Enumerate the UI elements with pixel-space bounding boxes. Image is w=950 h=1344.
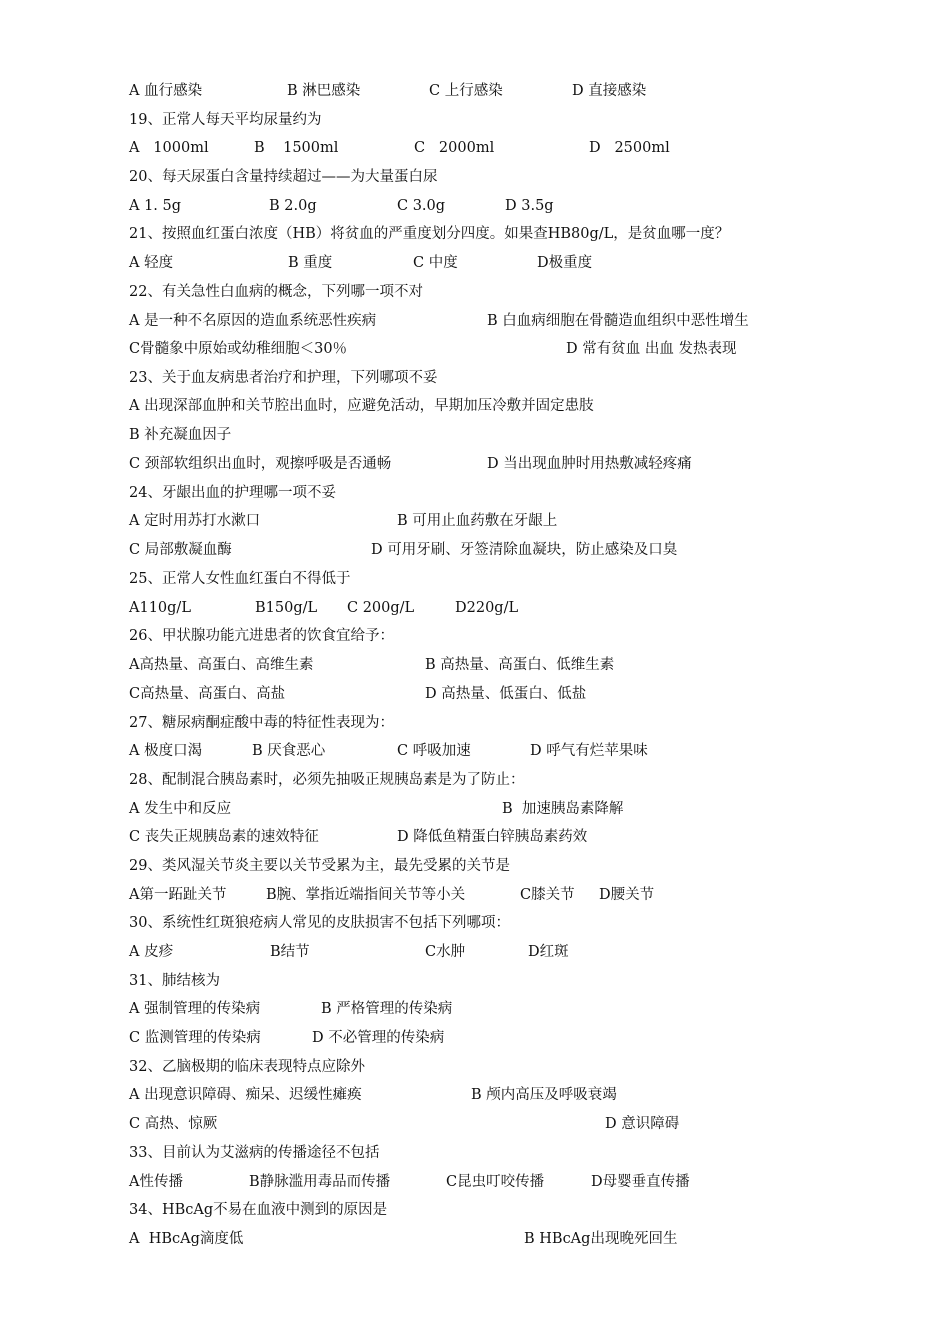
option-text: B 高热量、高蛋白、低维生素	[425, 657, 615, 673]
option-text: A 1000ml	[129, 140, 209, 156]
option-text: B 白血病细胞在骨髓造血组织中恶性增生	[487, 313, 749, 329]
option-text: C 2000ml	[414, 140, 495, 156]
option-text: A 是一种不名原因的造血系统恶性疾病	[129, 313, 377, 329]
option-text: C 颈部软组织出血时，观擦呼吸是否通畅	[129, 456, 392, 472]
option-text: D 当出现血肿时用热敷减轻疼痛	[487, 456, 692, 472]
question-line: 21、按照血红蛋白浓度（HB）将贫血的严重度划分四度。如果查HB80g/L，是贫血哪一度？	[129, 226, 730, 242]
option-text: D 可用牙刷、牙签清除血凝块，防止感染及口臭	[371, 542, 678, 558]
question-line: 27、糖尿病酮症酸中毒的特征性表现为：	[129, 715, 394, 731]
question-line: 28、配制混合胰岛素时，必须先抽吸正规胰岛素是为了防止：	[129, 772, 525, 788]
question-line: 30、系统性红斑狼疮病人常见的皮肤损害不包括下列哪项：	[129, 915, 510, 931]
option-text: A 轻度	[129, 255, 174, 271]
option-text: A高热量、高蛋白、高维生素	[129, 657, 314, 673]
option-text: D红斑	[528, 944, 569, 960]
option-text: C 丧失正规胰岛素的速效特征	[129, 829, 319, 845]
option-text: D 3.5g	[505, 198, 554, 214]
option-text: C膝关节	[520, 887, 575, 903]
option-text: B 厌食恶心	[252, 743, 326, 759]
option-text: D 常有贫血 出血 发热表现	[566, 341, 737, 357]
option-text: B 1500ml	[254, 140, 339, 156]
question-line: 31、肺结核为	[129, 973, 220, 989]
option-text: A 皮疹	[129, 944, 174, 960]
option-text: A 出现意识障碍、痴呆、迟缓性瘫痪	[129, 1087, 362, 1103]
option-text: C 监测管理的传染病	[129, 1030, 261, 1046]
question-line: 26、甲状腺功能亢进患者的饮食宜给予：	[129, 628, 394, 644]
option-text: B 2.0g	[269, 198, 317, 214]
option-text: D 降低鱼精蛋白锌胰岛素药效	[397, 829, 588, 845]
option-text: D腰关节	[599, 887, 655, 903]
option-text: A 极度口渴	[129, 743, 203, 759]
option-text: C骨髓象中原始或幼稚细胞＜30％	[129, 341, 348, 357]
option-text: B 补充凝血因子	[129, 427, 232, 443]
option-text: B 可用止血药敷在牙龈上	[397, 513, 558, 529]
option-text: D220g/L	[455, 600, 519, 616]
option-text: B结节	[270, 944, 310, 960]
option-text: C 局部敷凝血酶	[129, 542, 232, 558]
option-text: D 不必管理的传染病	[312, 1030, 445, 1046]
option-text: A110g/L	[129, 600, 191, 616]
option-text: C 200g/L	[347, 600, 415, 616]
option-text: D母婴垂直传播	[591, 1174, 690, 1190]
option-text: C 高热、惊厥	[129, 1116, 218, 1132]
option-text: B HBcAg出现晚死回生	[524, 1231, 678, 1247]
option-text: A 血行感染	[129, 83, 203, 99]
option-text: D极重度	[537, 255, 593, 271]
question-line: 29、类风湿关节炎主要以关节受累为主，最先受累的关节是	[129, 858, 510, 874]
option-text: A 1. 5g	[129, 198, 182, 214]
option-text: A第一跖趾关节	[129, 887, 227, 903]
option-text: A HBcAg滴度低	[129, 1231, 244, 1247]
option-text: D 直接感染	[572, 83, 647, 99]
option-text: A 定时用苏打水漱口	[129, 513, 261, 529]
option-text: C水肿	[425, 944, 466, 960]
option-text: D 呼气有烂苹果味	[530, 743, 648, 759]
option-text: D 高热量、低蛋白、低盐	[425, 686, 587, 702]
question-line: 32、乙脑极期的临床表现特点应除外	[129, 1059, 365, 1075]
question-line: 34、HBcAg不易在血液中测到的原因是	[129, 1202, 388, 1218]
question-line: 25、正常人女性血红蛋白不得低于	[129, 571, 351, 587]
option-text: B腕、掌指近端指间关节等小关	[266, 887, 466, 903]
option-text: A性传播	[129, 1174, 183, 1190]
option-text: B 加速胰岛素降解	[502, 801, 624, 817]
option-text: A 发生中和反应	[129, 801, 232, 817]
option-text: C 呼吸加速	[397, 743, 471, 759]
option-text: C 3.0g	[397, 198, 446, 214]
option-text: B 颅内高压及呼吸衰竭	[471, 1087, 617, 1103]
option-text: D 意识障碍	[605, 1116, 680, 1132]
option-text: A 出现深部血肿和关节腔出血时，应避免活动，早期加压冷敷并固定患肢	[129, 398, 594, 414]
option-text: A 强制管理的传染病	[129, 1001, 261, 1017]
question-line: 20、每天尿蛋白含量持续超过——为大量蛋白尿	[129, 169, 438, 185]
option-text: D 2500ml	[589, 140, 670, 156]
question-line: 24、牙龈出血的护理哪一项不妥	[129, 485, 336, 501]
question-line: 33、目前认为艾滋病的传播途径不包括	[129, 1145, 380, 1161]
question-line: 22、有关急性白血病的概念，下列哪一项不对	[129, 284, 423, 300]
question-line: 19、正常人每天平均尿量约为	[129, 112, 322, 128]
option-text: C 中度	[413, 255, 458, 271]
option-text: B150g/L	[255, 600, 318, 616]
option-text: B 淋巴感染	[287, 83, 361, 99]
option-text: B 重度	[288, 255, 333, 271]
question-line: 23、关于血友病患者治疗和护理，下列哪项不妥	[129, 370, 438, 386]
option-text: B静脉滥用毒品而传播	[249, 1174, 391, 1190]
option-text: B 严格管理的传染病	[321, 1001, 453, 1017]
option-text: C昆虫叮咬传播	[446, 1174, 545, 1190]
option-text: C 上行感染	[429, 83, 503, 99]
option-text: C高热量、高蛋白、高盐	[129, 686, 286, 702]
